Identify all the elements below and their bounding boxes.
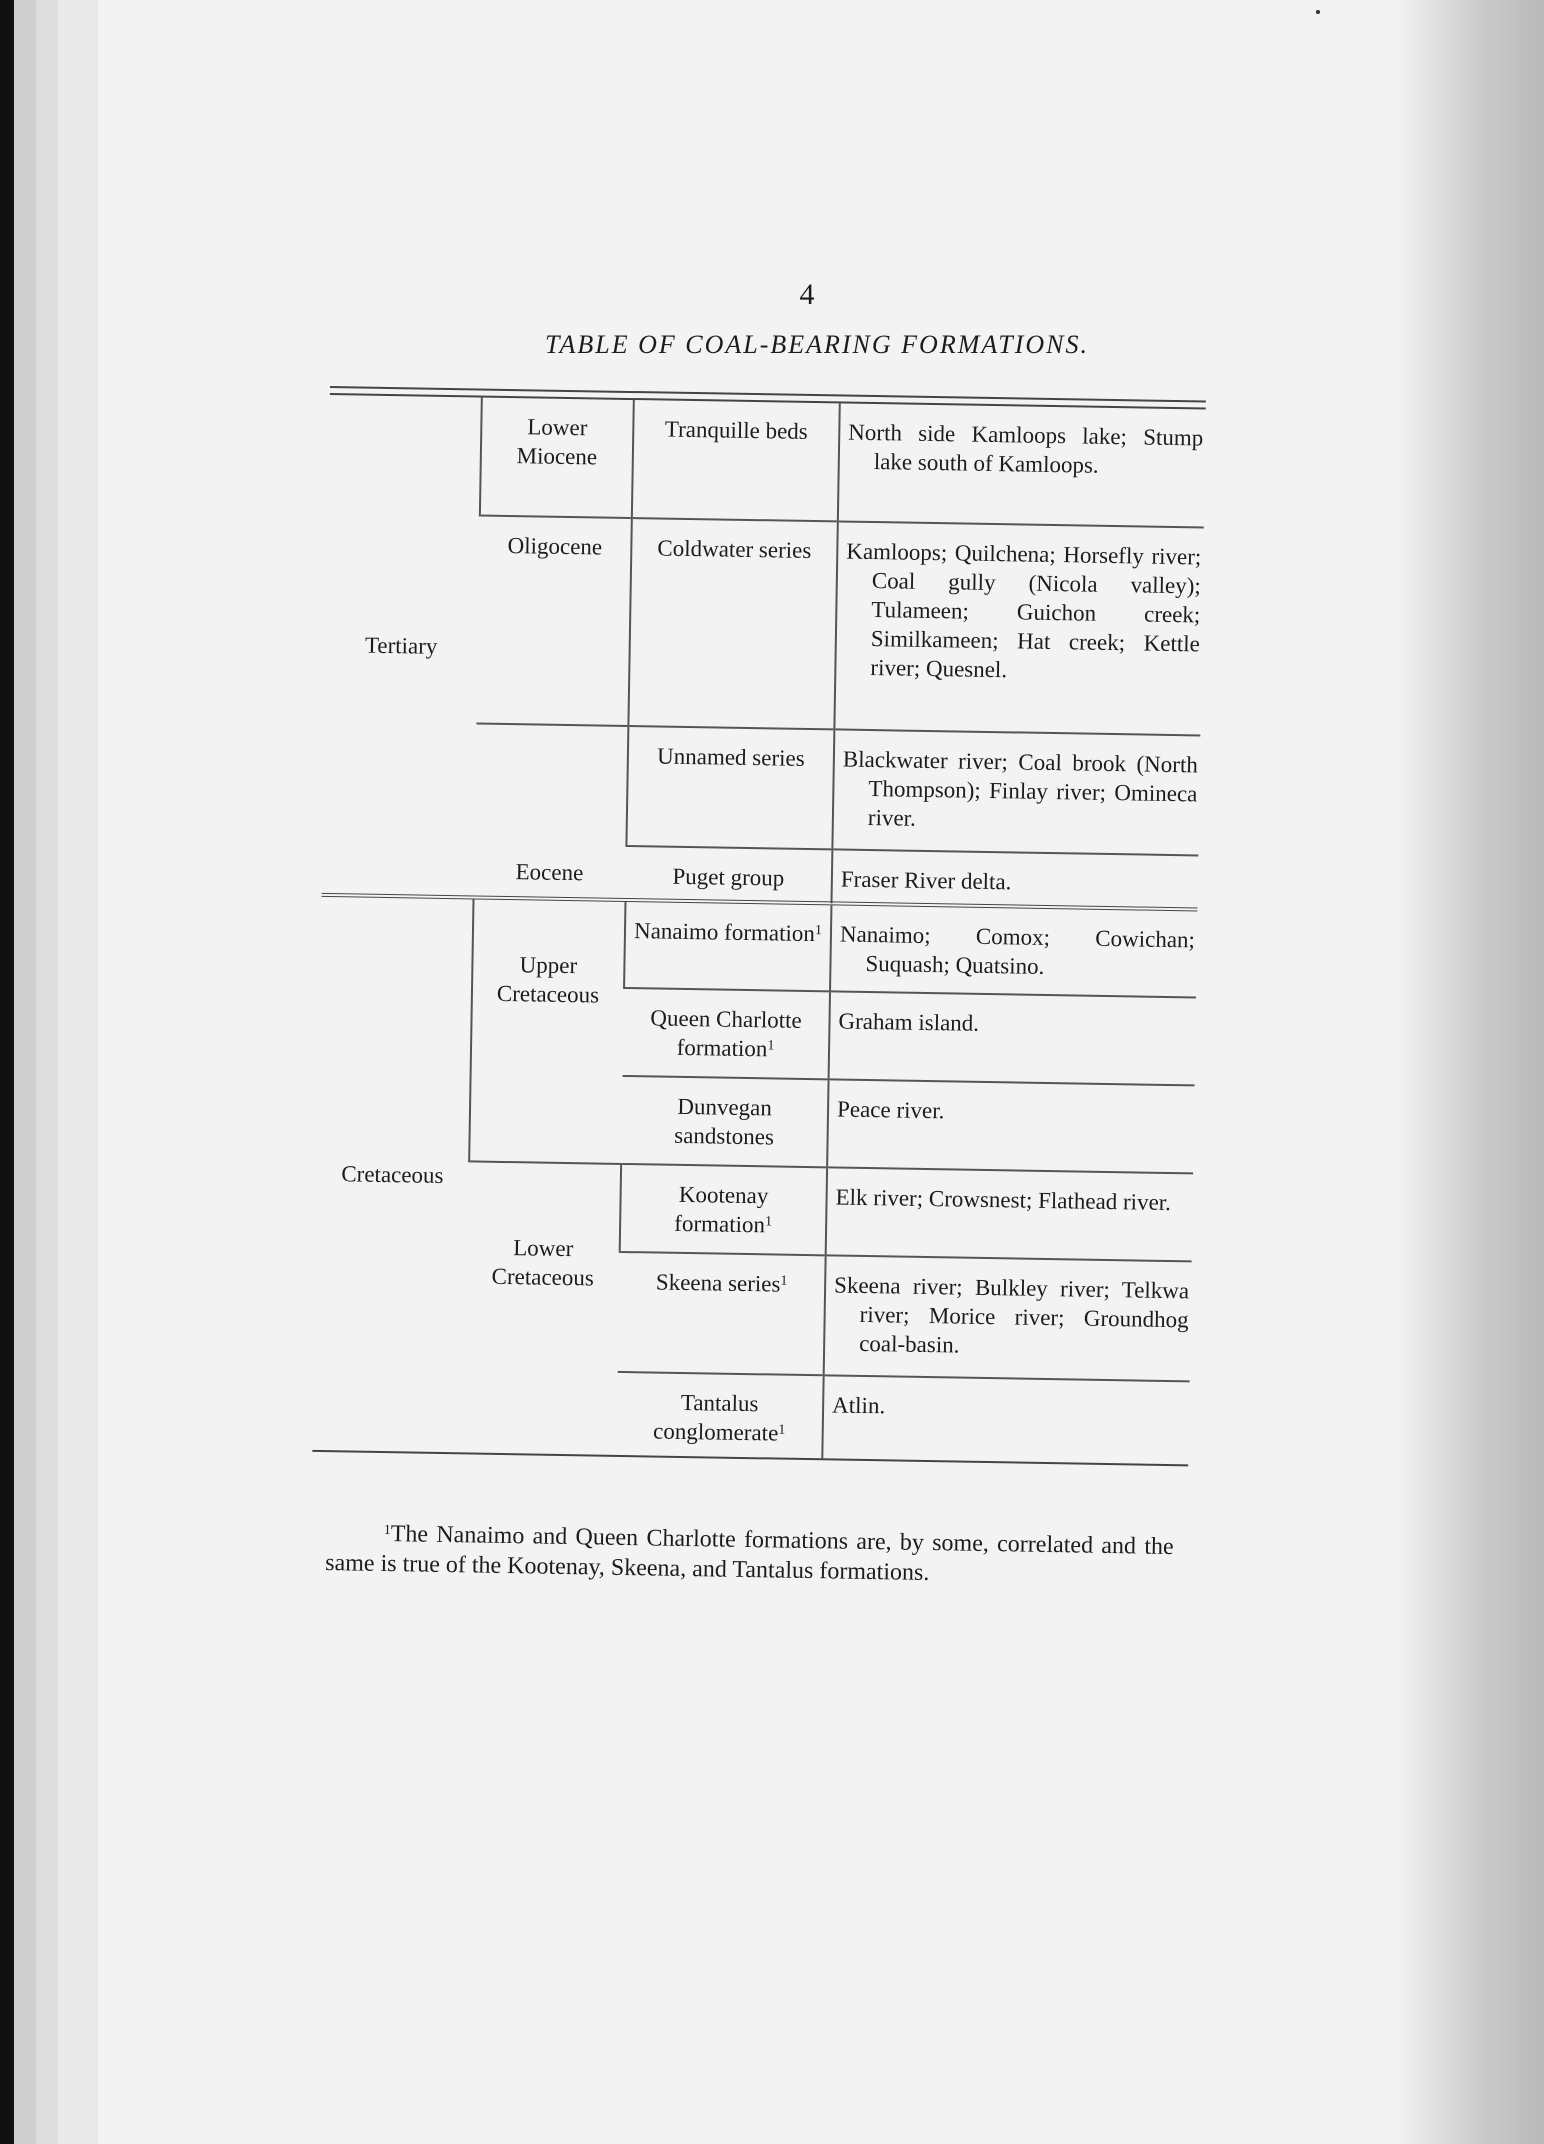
epoch-oligocene: Oligocene <box>476 516 631 726</box>
footnote-ref: 1 <box>767 1038 775 1054</box>
footnote-marker: 1 <box>383 1522 391 1539</box>
formation-cell: Puget group <box>626 846 833 903</box>
localities-cell: Nanaimo; Comox; Cowichan; Suquash; Quatsino. <box>830 903 1197 997</box>
era-cretaceous: Cretaceous <box>312 895 473 1452</box>
epoch-label: Lower Cretaceous <box>491 1235 595 1291</box>
epoch-upper-cretaceous <box>469 897 625 1163</box>
epoch-label: Lower Miocene <box>516 414 598 470</box>
formations-grid <box>312 395 1205 1464</box>
localities-cell: North side Kamloops lake; Stump lake south of Kamloops. <box>838 403 1206 527</box>
localities-cell: Elk river; Crowsnest; Flathead river. <box>826 1167 1193 1261</box>
localities-cell: Peace river. <box>827 1079 1194 1173</box>
formation-name: Skeena series <box>655 1269 781 1297</box>
formation-name: Queen Charlotte formation <box>650 1005 802 1062</box>
table-row <box>320 895 1197 998</box>
formation-cell: Unnamed series <box>626 726 834 849</box>
formation-cell <box>616 1372 823 1458</box>
localities-cell: Skeena river; Bulkley river; Telkwa river; Morice river; Groundhog coal-basin. <box>824 1255 1192 1381</box>
page-number: 4 <box>799 278 815 311</box>
footnote-ref: 1 <box>814 923 823 939</box>
footnote-text: The Nanaimo and Queen Charlotte formations are, by some, correlated and the same is true of the Kootenay, Skeena, and Tantalus formations. <box>325 1521 1174 1587</box>
formation-cell <box>623 988 830 1079</box>
footnote-ref: 1 <box>780 1273 788 1289</box>
localities-cell: Atlin. <box>822 1375 1189 1464</box>
print-speck <box>1316 10 1320 14</box>
formation-cell <box>621 1076 828 1167</box>
epoch-lower-miocene <box>480 398 634 519</box>
page-edge <box>58 0 98 2144</box>
formation-cell <box>620 1164 827 1255</box>
epoch-lower-cretaceous <box>464 1161 621 1454</box>
footnote-ref: 1 <box>778 1422 786 1438</box>
formation-name: Nanaimo formation <box>633 918 816 947</box>
localities-cell: Kamloops; Quilchena; Horsefly river; Coal gully (Nicola valley); Tulameen; Guichon creek; Similkameen; Hat creek; Kettle river; Quesnel. <box>834 521 1203 735</box>
formation-cell <box>624 900 831 991</box>
epoch-eocene: Eocene <box>474 723 629 899</box>
era-tertiary: Tertiary <box>364 632 438 659</box>
footnote-ref: 1 <box>764 1214 773 1230</box>
epoch-label: Upper Cretaceous <box>496 952 600 1008</box>
localities-cell: Fraser River delta. <box>831 849 1198 909</box>
formation-name: Kootenay formation <box>674 1181 769 1238</box>
table-row <box>328 395 1206 528</box>
coal-formations-table <box>312 386 1206 1466</box>
formation-cell: Tranquille beds <box>632 400 840 521</box>
table-title: TABLE OF COAL-BEARING FORMATIONS. <box>544 330 1090 359</box>
formation-name: Tantalus conglomerate <box>652 1389 779 1446</box>
formation-name: Dunvegan sandstones <box>674 1093 775 1150</box>
book-gutter <box>1400 0 1544 2144</box>
localities-cell: Graham island. <box>829 991 1196 1085</box>
formation-cell: Coldwater series <box>628 518 837 729</box>
localities-cell: Blackwater river; Coal brook (North Thompson); Finlay river; Omineca river. <box>832 729 1200 855</box>
formation-cell <box>618 1252 826 1375</box>
